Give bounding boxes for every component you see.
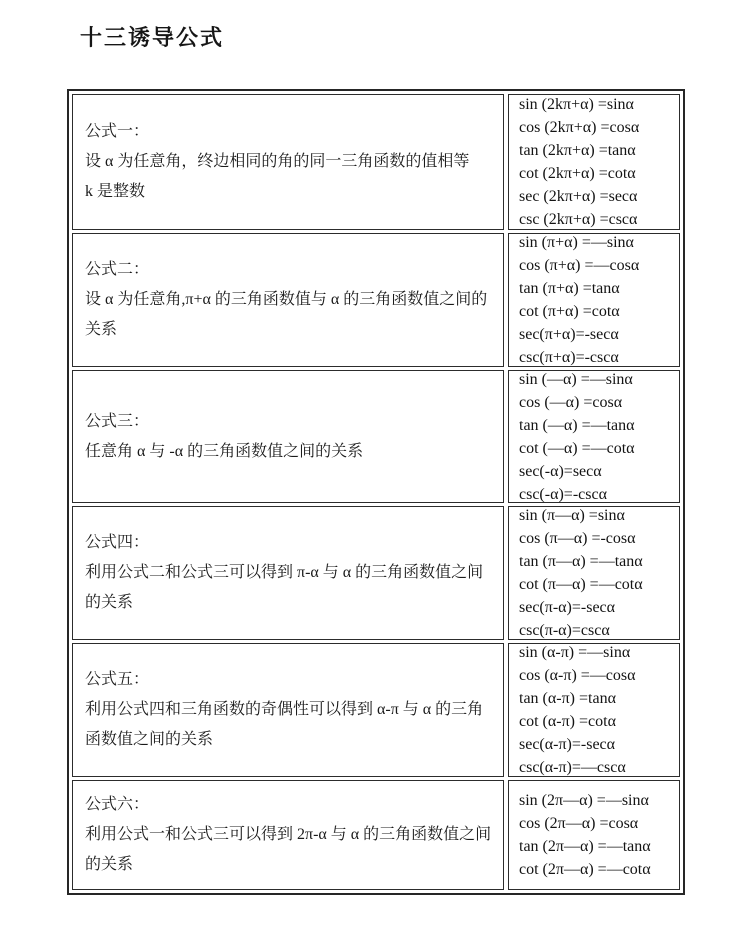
formula-line: cot (2kπ+α) =cotα <box>519 165 636 182</box>
formula-line: sec(π-α)=-secα <box>519 599 616 616</box>
table-row-formula-1 <box>72 94 680 230</box>
formulas-cell <box>508 94 680 230</box>
formula-name: 公式五： <box>85 671 150 688</box>
description-cell <box>72 370 504 503</box>
formula-description: 任意角 α 与 -α 的三角函数值之间的关系 <box>85 442 364 460</box>
formula-line: sec(α-π)=-secα <box>519 736 616 753</box>
formula-line: sin (—α) =—sinα <box>519 370 633 388</box>
formula-line: cot (π—α) =—cotα <box>519 576 643 593</box>
formula-line: sec(-α)=secα <box>519 462 602 480</box>
formula-description: 利用公式二和公式三可以得到 π-α 与 α 的三角函数值之间的关系 <box>85 564 484 611</box>
formula-line: cot (—α) =—cotα <box>519 439 635 457</box>
formula-description: 利用公式四和三角函数的奇偶性可以得到 α-π 与 α 的三角函数值之间的关系 <box>85 701 484 748</box>
formula-line: sin (2kπ+α) =sinα <box>519 96 634 113</box>
formula-line: tan (π—α) =—tanα <box>519 553 643 570</box>
formula-line: sec (2kπ+α) =secα <box>519 188 638 205</box>
formulas-cell <box>508 780 680 890</box>
description-cell <box>72 780 504 890</box>
formula-line: cot (2π—α) =—cotα <box>519 861 651 878</box>
formula-line: cos (π—α) =-cosα <box>519 530 636 547</box>
formula-line: csc(π-α)=cscα <box>519 622 610 639</box>
formula-name: 公式二： <box>85 261 150 278</box>
formula-line: sin (π—α) =sinα <box>519 507 625 524</box>
formula-name: 公式三： <box>85 412 150 430</box>
formula-description: 设 α 为任意角,π+α 的三角函数值与 α 的三角函数值之间的关系 <box>85 291 488 338</box>
formulas-cell <box>508 233 680 367</box>
formula-name: 公式一： <box>85 123 150 140</box>
page-title: 十三诱导公式 <box>80 25 225 50</box>
formula-description: 利用公式一和公式三可以得到 2π-α 与 α 的三角函数值之间的关系 <box>85 826 492 873</box>
formula-line: tan (2π—α) =—tanα <box>519 838 651 855</box>
formula-line: csc(-α)=-cscα <box>519 485 607 503</box>
table-row-formula-6 <box>72 780 680 890</box>
formula-line: tan (π+α) =tanα <box>519 280 620 297</box>
formula-line: sec(π+α)=-secα <box>519 326 619 343</box>
description-cell <box>72 643 504 777</box>
formulas-cell <box>508 370 680 503</box>
formulas-cell <box>508 506 680 640</box>
description-cell <box>72 94 504 230</box>
description-cell <box>72 506 504 640</box>
formulas-cell <box>508 643 680 777</box>
formula-name: 公式四： <box>85 534 150 551</box>
formula-note: k 是整数 <box>85 183 146 200</box>
formula-line: cos (—α) =cosα <box>519 393 623 411</box>
table-row-formula-4 <box>72 506 680 640</box>
formula-line: tan (2kπ+α) =tanα <box>519 142 636 159</box>
formula-line: cos (α-π) =—cosα <box>519 667 636 684</box>
formula-table <box>67 89 685 895</box>
formula-line: csc (2kπ+α) =cscα <box>519 211 638 228</box>
formula-line: cos (2π—α) =cosα <box>519 815 639 832</box>
formula-line: csc(π+α)=-cscα <box>519 349 619 366</box>
formula-line: tan (α-π) =tanα <box>519 690 616 707</box>
formula-line: tan (—α) =—tanα <box>519 416 635 434</box>
description-cell <box>72 233 504 367</box>
table-row-formula-5 <box>72 643 680 777</box>
formula-line: cos (π+α) =—cosα <box>519 257 640 274</box>
table-row-formula-2 <box>72 233 680 367</box>
formula-line: sin (π+α) =—sinα <box>519 234 634 251</box>
formula-description: 设 α 为任意角，终边相同的角的同一三角函数的值相等 <box>85 153 470 170</box>
formula-line: cot (π+α) =cotα <box>519 303 620 320</box>
table-row-formula-3 <box>72 370 680 503</box>
formula-name: 公式六： <box>85 796 150 813</box>
formula-line: cot (α-π) =cotα <box>519 713 616 730</box>
formula-line: sin (2π—α) =—sinα <box>519 792 649 809</box>
formula-line: csc(α-π)=—cscα <box>519 759 626 776</box>
formula-line: sin (α-π) =—sinα <box>519 644 631 661</box>
formula-line: cos (2kπ+α) =cosα <box>519 119 640 136</box>
